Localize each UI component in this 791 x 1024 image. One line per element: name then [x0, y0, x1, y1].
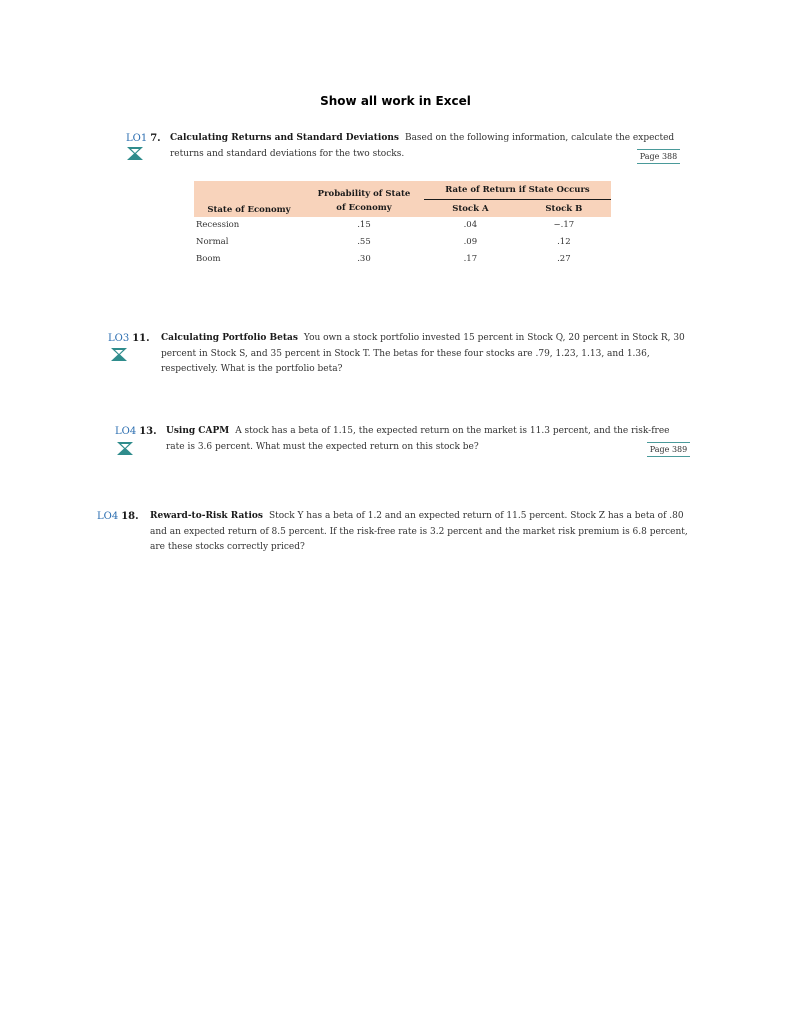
cell-state: Boom — [196, 254, 221, 264]
col-header-stock-b: Stock B — [517, 200, 611, 218]
cell-state: Normal — [196, 237, 229, 247]
problem-body: Stock Y has a beta of 1.2 and an expected return of 11.5 percent. Stock Z has a beta of .80 and an expected return of 8.5 percent. If the risk-free rate is 3.2 percent and the market risk premium is 6.8 percent, are these stocks correctly priced? — [150, 511, 688, 552]
learning-objective: LO4 — [97, 511, 119, 522]
connect-x-icon — [110, 347, 128, 362]
problem-heading: Calculating Returns and Standard Deviations — [170, 133, 399, 143]
problem-11-label — [108, 333, 150, 344]
cell-stock-a: .09 — [463, 237, 478, 247]
problem-7-label — [126, 133, 161, 144]
problem-heading: Calculating Portfolio Betas — [161, 333, 298, 343]
learning-objective: LO4 — [115, 426, 137, 437]
col-header-probability-line2: of Economy — [336, 203, 392, 213]
page-reference: Page 388 — [637, 149, 680, 164]
cell-probability: .55 — [357, 237, 371, 247]
problem-18-text — [150, 509, 695, 556]
col-header-probability — [304, 181, 424, 217]
problem-heading: Using CAPM — [166, 426, 230, 436]
problem-body: Based on the following information, calculate the expected returns and standard deviations for the two stocks. — [170, 133, 675, 159]
connect-x-icon — [116, 441, 134, 456]
cell-probability: .30 — [357, 254, 371, 264]
cell-probability: .15 — [357, 220, 371, 230]
cell-stock-b: .27 — [557, 254, 571, 264]
connect-x-icon — [126, 146, 144, 161]
cell-state: Recession — [196, 220, 240, 230]
col-header-state: State of Economy — [194, 181, 304, 217]
page-title: Show all work in Excel — [320, 94, 471, 108]
cell-stock-a: .04 — [463, 220, 478, 230]
problem-number: 13. — [139, 426, 157, 437]
problem-number: 18. — [121, 511, 139, 522]
problem-13-label — [115, 426, 157, 437]
problem-heading: Reward-to-Risk Ratios — [150, 511, 263, 521]
problem-body: A stock has a beta of 1.15, the expected return on the market is 11.3 percent, and the risk-free rate is 3.6 percent. What must the expected return on this stock be? — [166, 426, 670, 452]
page-reference: Page 389 — [647, 442, 690, 457]
problem-body: You own a stock portfolio invested 15 percent in Stock Q, 20 percent in Stock R, 30 percent in Stock S, and 35 percent in Stock T. The betas for these four stocks are .79, 1.23, 1.13, and 1.36, respectively. What is the portfolio beta? — [161, 333, 685, 374]
learning-objective: LO3 — [108, 333, 130, 344]
problem-number: 7. — [150, 133, 161, 144]
problem-11-text — [161, 331, 696, 378]
table-row — [194, 251, 611, 268]
problem-7-text — [170, 131, 685, 162]
col-header-return-group: Rate of Return if State Occurs — [424, 181, 611, 200]
problem-13-text — [166, 424, 676, 455]
table-row — [194, 217, 611, 234]
learning-objective: LO1 — [126, 133, 148, 144]
cell-stock-b: .12 — [557, 237, 571, 247]
col-header-probability-line1: Probability of State — [317, 189, 411, 199]
problem-number: 11. — [132, 333, 150, 344]
returns-table — [194, 181, 611, 268]
cell-stock-a: .17 — [463, 254, 478, 264]
problem-18-label — [97, 511, 139, 522]
table-row — [194, 234, 611, 251]
cell-stock-b: −.17 — [553, 220, 575, 230]
col-header-stock-a: Stock A — [424, 200, 517, 218]
